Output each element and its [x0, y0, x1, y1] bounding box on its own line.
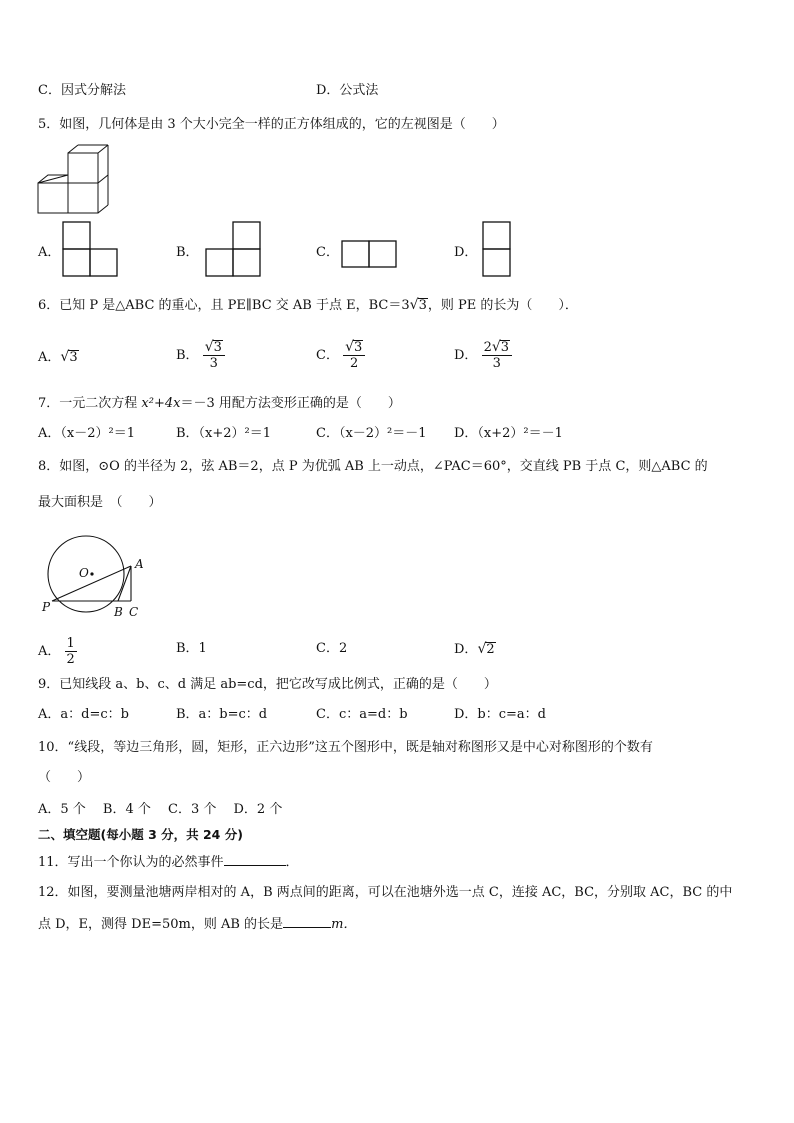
q6-stem-coef: 3 [401, 298, 410, 313]
q11-stem-text: 11．写出一个你认为的必然事件 [38, 855, 224, 870]
q12-stem-text: 点 D，E，测得 DE=50m，则 AB 的长是 [38, 917, 284, 932]
q6-a-radicand: 3 [69, 350, 78, 365]
q5-option-b-figure [205, 221, 261, 277]
q8-stem-line1: 8．如图，⊙O 的半径为 2，弦 AB＝2，点 P 为优弧 AB 上一动点，∠PAC＝60°，交直线 PB 于点 C，则△ABC 的 [38, 459, 708, 474]
q6-b-denominator: 3 [209, 356, 218, 371]
q5-option-c-figure [341, 240, 397, 268]
q5-label-c: C． [316, 245, 339, 260]
q12-stem-line1: 12．如图，要测量池塘两岸相对的 A，B 两点间的距离，可以在池塘外选一点 C，连接 AC，BC，分别取 AC，BC 的中 [38, 885, 733, 900]
q9-option-b: B．a：b=c：d [176, 707, 268, 722]
q8-a-numerator: 1 [66, 636, 75, 651]
q6-label-c: C． [316, 348, 339, 363]
q6-c-fraction [343, 340, 365, 371]
q8-fig-label-o: O [79, 566, 89, 580]
q7-stem [38, 395, 401, 413]
q4-option-d: D．公式法 [316, 83, 379, 98]
q10-stem-line2: （ ） [38, 770, 91, 785]
q8-option-c: C．2 [316, 641, 348, 656]
q8-stem-line2: 最大面积是 （ ） [38, 495, 162, 510]
q6-label-b: B． [176, 348, 199, 363]
sqrt-symbol: √ [204, 339, 214, 355]
q5-option-d-figure [482, 221, 511, 277]
q5-label-a: A． [38, 245, 61, 260]
sqrt-symbol: √ [60, 349, 70, 365]
q8-option-a [38, 636, 77, 667]
q7-option-d: D．（x+2）²＝－1 [454, 426, 563, 441]
q8-a-denominator: 2 [66, 652, 75, 667]
q8-fig-label-b: B [114, 605, 123, 619]
q10-options: A．5 个 B．4 个 C．3 个 D．2 个 [38, 802, 283, 817]
q7-option-a: A．（x－2）²＝1 [38, 426, 135, 441]
q5-solid-figure [38, 145, 113, 217]
q4-option-c: C．因式分解法 [38, 83, 126, 98]
q6-option-c [316, 340, 365, 371]
q6-d-denominator: 3 [492, 356, 501, 371]
q6-stem-text: 6．已知 P 是△ABC 的重心，且 PE∥BC 交 AB 于点 E，BC＝ [38, 298, 402, 313]
q8-a-fraction [65, 636, 77, 667]
q6-c-denominator: 2 [350, 356, 359, 371]
q7-stem-tail: ＝－3 用配方法变形正确的是（ ） [180, 396, 401, 411]
q8-fig-label-c: C [129, 605, 139, 619]
q8-option-b: B．1 [176, 641, 207, 656]
q12-answer-blank[interactable] [283, 914, 331, 928]
q12-stem-unit: m． [331, 917, 357, 932]
q12-stem-line2 [38, 914, 356, 934]
q6-label-d: D． [454, 348, 478, 363]
q9-option-a: A．a：d=c：b [38, 707, 129, 722]
sqrt-symbol: √ [477, 641, 487, 657]
q9-option-d: D．b：c=a：d [454, 707, 546, 722]
q6-b-fraction [203, 340, 225, 371]
sqrt-symbol: √ [345, 339, 355, 355]
q6-stem-tail: ，则 PE 的长为（ ）． [427, 298, 578, 313]
q5-option-a-figure [62, 221, 118, 277]
section-heading: 二、填空题(每小题 3 分，共 24 分) [38, 827, 243, 842]
q8-fig-label-p: P [42, 600, 51, 614]
q11-stem-tail: ． [285, 855, 299, 870]
q9-option-c: C．c：a=d：b [316, 707, 408, 722]
q8-label-a: A． [38, 644, 61, 659]
q10-stem-line1: 10．“线段，等边三角形，圆，矩形，正六边形”这五个图形中，既是轴对称图形又是中心对称图形的个数有 [38, 740, 653, 755]
q7-option-c: C．（x－2）²＝－1 [316, 426, 427, 441]
q6-d-fraction [482, 340, 512, 371]
center-dot [90, 572, 93, 575]
q8-option-d [454, 640, 496, 659]
q6-option-b [176, 340, 225, 371]
q6-d-coef: 2 [483, 340, 492, 355]
q7-stem-text: 7．一元二次方程 [38, 396, 142, 411]
q6-label-a: A． [38, 350, 61, 365]
sqrt-symbol: √ [409, 297, 419, 313]
q6-option-d [454, 340, 512, 371]
q8-d-radicand: 2 [486, 642, 495, 657]
q11-answer-blank[interactable] [224, 852, 286, 866]
q8-label-d: D． [454, 642, 478, 657]
q6-stem [38, 296, 578, 315]
q8-fig-label-a: A [135, 557, 144, 571]
sqrt-symbol: √ [491, 339, 501, 355]
q9-stem: 9．已知线段 a、b、c、d 满足 ab=cd，把它改写成比例式，正确的是（ ） [38, 677, 497, 692]
q7-option-b: B．（x+2）²＝1 [176, 426, 272, 441]
q6-d-numerator: 3 [500, 340, 510, 355]
q5-label-d: D． [454, 245, 478, 260]
q11-stem [38, 852, 299, 872]
q6-b-numerator: 3 [213, 340, 222, 355]
q7-stem-expr: x²+4x [141, 396, 181, 411]
q6-c-numerator: 3 [354, 340, 363, 355]
q6-option-a [38, 348, 79, 367]
q6-stem-radicand: 3 [418, 298, 427, 313]
q5-label-b: B． [176, 245, 199, 260]
q5-stem: 5．如图，几何体是由 3 个大小完全一样的正方体组成的，它的左视图是（ ） [38, 117, 505, 132]
